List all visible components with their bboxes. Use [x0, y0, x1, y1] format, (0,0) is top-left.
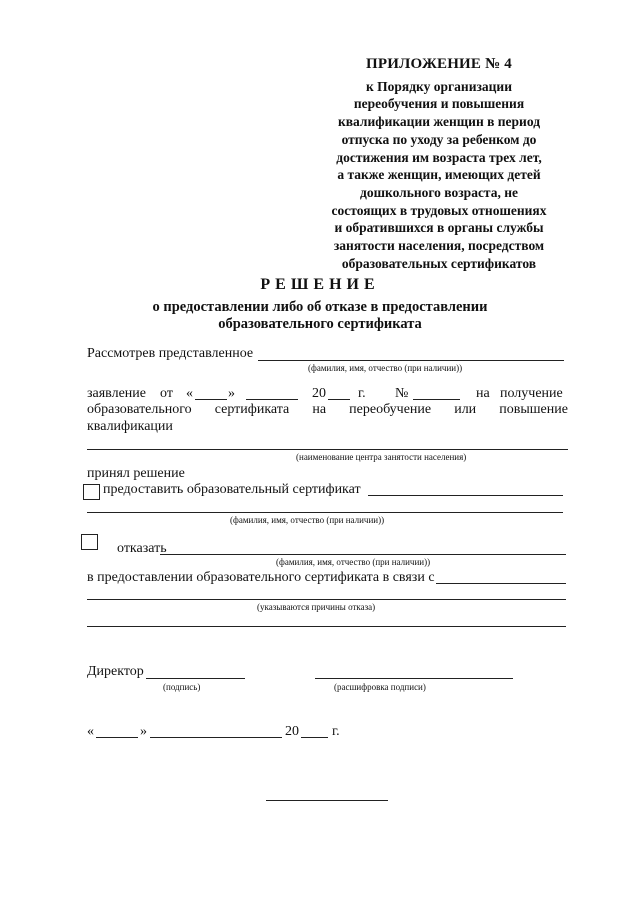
from-word: от — [160, 386, 173, 401]
grant-checkbox[interactable] — [83, 484, 100, 500]
caption-signature: (подпись) — [163, 682, 201, 692]
signature-decoding-field[interactable] — [315, 678, 513, 679]
quote-open: « — [186, 386, 193, 401]
refuse-checkbox[interactable] — [81, 534, 98, 550]
appendix-line: занятости населения, посредством — [333, 238, 545, 254]
date-quote-close: » — [140, 724, 147, 739]
closing-divider — [266, 800, 388, 801]
receive-word: получение — [500, 386, 563, 401]
date-day-field[interactable] — [96, 737, 138, 738]
date-month-field[interactable] — [150, 737, 282, 738]
appendix-line: достижения им возраста трех лет, — [336, 149, 542, 165]
decision-label: принял решение — [87, 466, 185, 481]
grant-name-field-2[interactable] — [87, 512, 563, 513]
caption-refuse-reasons: (указываются причины отказа) — [257, 602, 376, 612]
word: образовательного — [87, 402, 192, 417]
caption-refuse-fio: (фамилия, имя, отчество (при наличии)) — [276, 557, 431, 567]
grant-name-field-1[interactable] — [368, 495, 563, 496]
application-line-3: квалификации — [87, 419, 173, 434]
refuse-option-label: отказать — [117, 541, 167, 556]
document-subtitle — [120, 299, 520, 333]
word: переобучение — [349, 402, 432, 417]
word: на — [312, 402, 327, 417]
refuse-name-field[interactable] — [160, 554, 566, 555]
appendix-line: квалификации женщин в период — [337, 114, 541, 130]
word: сертификата — [214, 402, 290, 417]
grant-option-label: предоставить образовательный сертификат — [103, 482, 361, 497]
statement-word: заявление — [87, 386, 147, 401]
date-year-suffix: г. — [332, 724, 340, 739]
date-year-field[interactable] — [301, 737, 328, 738]
employment-center-field[interactable] — [87, 449, 568, 450]
appendix-line: образовательных сертификатов — [341, 255, 537, 271]
appendix-header — [300, 56, 578, 272]
date-quote-open: « — [87, 724, 94, 739]
considered-label: Рассмотрев представленное — [87, 346, 254, 361]
year-suffix: г. — [358, 386, 366, 401]
appendix-line: а также женщин, имеющих детей — [337, 167, 541, 183]
application-day-field[interactable] — [195, 399, 227, 400]
director-signature-field[interactable] — [146, 678, 245, 679]
subtitle-line-1: о предоставлении либо об отказе в предоставлении — [152, 299, 488, 315]
quote-close: » — [228, 386, 235, 401]
word: повышение — [499, 402, 568, 417]
appendix-line: к Порядку организации — [366, 78, 512, 94]
director-label: Директор — [87, 664, 144, 679]
appendix-line: отпуска по уходу за ребенком до — [341, 131, 537, 147]
application-year-field[interactable] — [328, 399, 350, 400]
refuse-reason-field-3[interactable] — [87, 626, 566, 627]
application-number-field[interactable] — [413, 399, 460, 400]
application-line-2 — [87, 402, 568, 418]
applicant-name-field[interactable] — [258, 360, 564, 361]
refuse-reason-field-1[interactable] — [436, 583, 566, 584]
document-title: РЕШЕНИЕ — [260, 276, 380, 293]
subtitle-line-2: образовательного сертификата — [218, 316, 422, 332]
refuse-reason-label: в предоставлении образовательного сертификата в связи с — [87, 570, 435, 585]
caption-applicant-fio: (фамилия, имя, отчество (при наличии)) — [308, 363, 463, 373]
word: или — [454, 402, 477, 417]
caption-grant-fio: (фамилия, имя, отчество (при наличии)) — [230, 515, 385, 525]
appendix-line: и обратившихся в органы службы — [334, 220, 544, 236]
date-year-prefix: 20 — [285, 724, 299, 739]
number-sign: № — [395, 386, 409, 401]
on-word: на — [476, 386, 490, 401]
appendix-line: дошкольного возраста, не — [360, 184, 518, 200]
appendix-line: переобучения и повышения — [353, 96, 525, 112]
year-prefix: 20 — [312, 386, 326, 401]
application-month-field[interactable] — [246, 399, 298, 400]
refuse-reason-field-2[interactable] — [87, 599, 566, 600]
appendix-title: ПРИЛОЖЕНИЕ № 4 — [365, 56, 513, 72]
appendix-line: состоящих в трудовых отношениях — [331, 202, 547, 218]
caption-employment-center: (наименование центра занятости населения) — [296, 452, 467, 462]
caption-signature-decoding: (расшифровка подписи) — [334, 682, 426, 692]
